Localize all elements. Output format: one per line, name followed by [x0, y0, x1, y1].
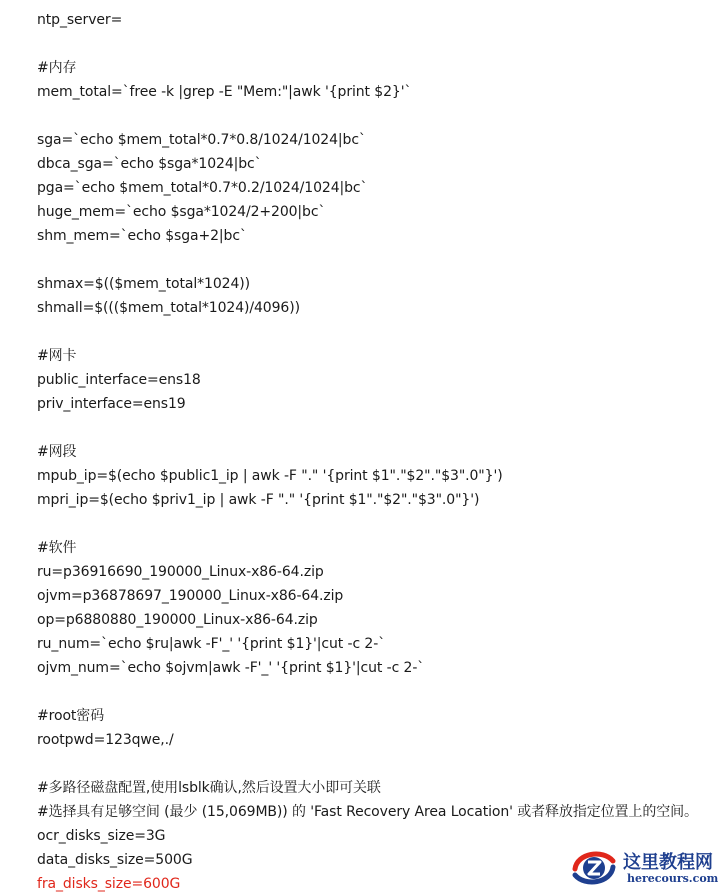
config-line: mem_total=`free -k |grep -E "Mem:"|awk '{print $2}'` — [37, 84, 412, 100]
comment-line: #网段 — [37, 444, 77, 460]
blank-line — [37, 416, 713, 440]
site-logo-icon — [569, 847, 619, 889]
blank-line — [37, 512, 713, 536]
comment-line: #root密码 — [37, 708, 105, 724]
blank-line — [37, 680, 713, 704]
comment-line: #网卡 — [37, 348, 77, 364]
comment-line: #选择具有足够空间 (最少 (15,069MB)) 的 'Fast Recovery Area Location' 或者释放指定位置上的空间。 — [37, 804, 698, 820]
config-line: ojvm_num=`echo $ojvm|awk -F'_' '{print $1}'|cut -c 2-` — [37, 660, 425, 676]
config-line: shmax=$(($mem_total*1024)) — [37, 276, 250, 292]
config-line: mpri_ip=$(echo $priv1_ip | awk -F "." '{print $1"."$2"."$3".0"}') — [37, 492, 480, 508]
comment-line: #内存 — [37, 60, 77, 76]
blank-line — [37, 248, 713, 272]
config-line: shmall=$((($mem_total*1024)/4096)) — [37, 300, 300, 316]
comment-line: #软件 — [37, 540, 77, 556]
comment-line: #多路径磁盘配置,使用lsblk确认,然后设置大小即可关联 — [37, 780, 381, 796]
code-document — [37, 8, 713, 896]
highlighted-config-line: fra_disks_size=600G — [37, 876, 181, 892]
config-line: ocr_disks_size=3G — [37, 828, 166, 844]
config-line: public_interface=ens18 — [37, 372, 201, 388]
config-line: data_disks_size=500G — [37, 852, 193, 868]
blank-line — [37, 752, 713, 776]
config-line: mpub_ip=$(echo $public1_ip | awk -F "." '{print $1"."$2"."$3".0"}') — [37, 468, 503, 484]
blank-line — [37, 320, 713, 344]
config-line: dbca_sga=`echo $sga*1024|bc` — [37, 156, 262, 172]
config-line: shm_mem=`echo $sga+2|bc` — [37, 228, 247, 244]
watermark — [569, 845, 719, 891]
config-line: op=p6880880_190000_Linux-x86-64.zip — [37, 612, 318, 628]
watermark-url: herecours.com — [627, 872, 719, 885]
blank-line — [37, 104, 713, 128]
blank-line — [37, 32, 713, 56]
watermark-title: 这里教程网 — [623, 852, 713, 873]
config-line: ru=p36916690_190000_Linux-x86-64.zip — [37, 564, 324, 580]
config-line: pga=`echo $mem_total*0.7*0.2/1024/1024|bc` — [37, 180, 368, 196]
config-line: huge_mem=`echo $sga*1024/2+200|bc` — [37, 204, 326, 220]
config-line: rootpwd=123qwe,./ — [37, 732, 174, 748]
config-line: ojvm=p36878697_190000_Linux-x86-64.zip — [37, 588, 344, 604]
config-line: priv_interface=ens19 — [37, 396, 186, 412]
config-line: ru_num=`echo $ru|awk -F'_' '{print $1}'|cut -c 2-` — [37, 636, 386, 652]
config-line: sga=`echo $mem_total*0.7*0.8/1024/1024|bc` — [37, 132, 366, 148]
config-line: ntp_server= — [37, 12, 123, 28]
